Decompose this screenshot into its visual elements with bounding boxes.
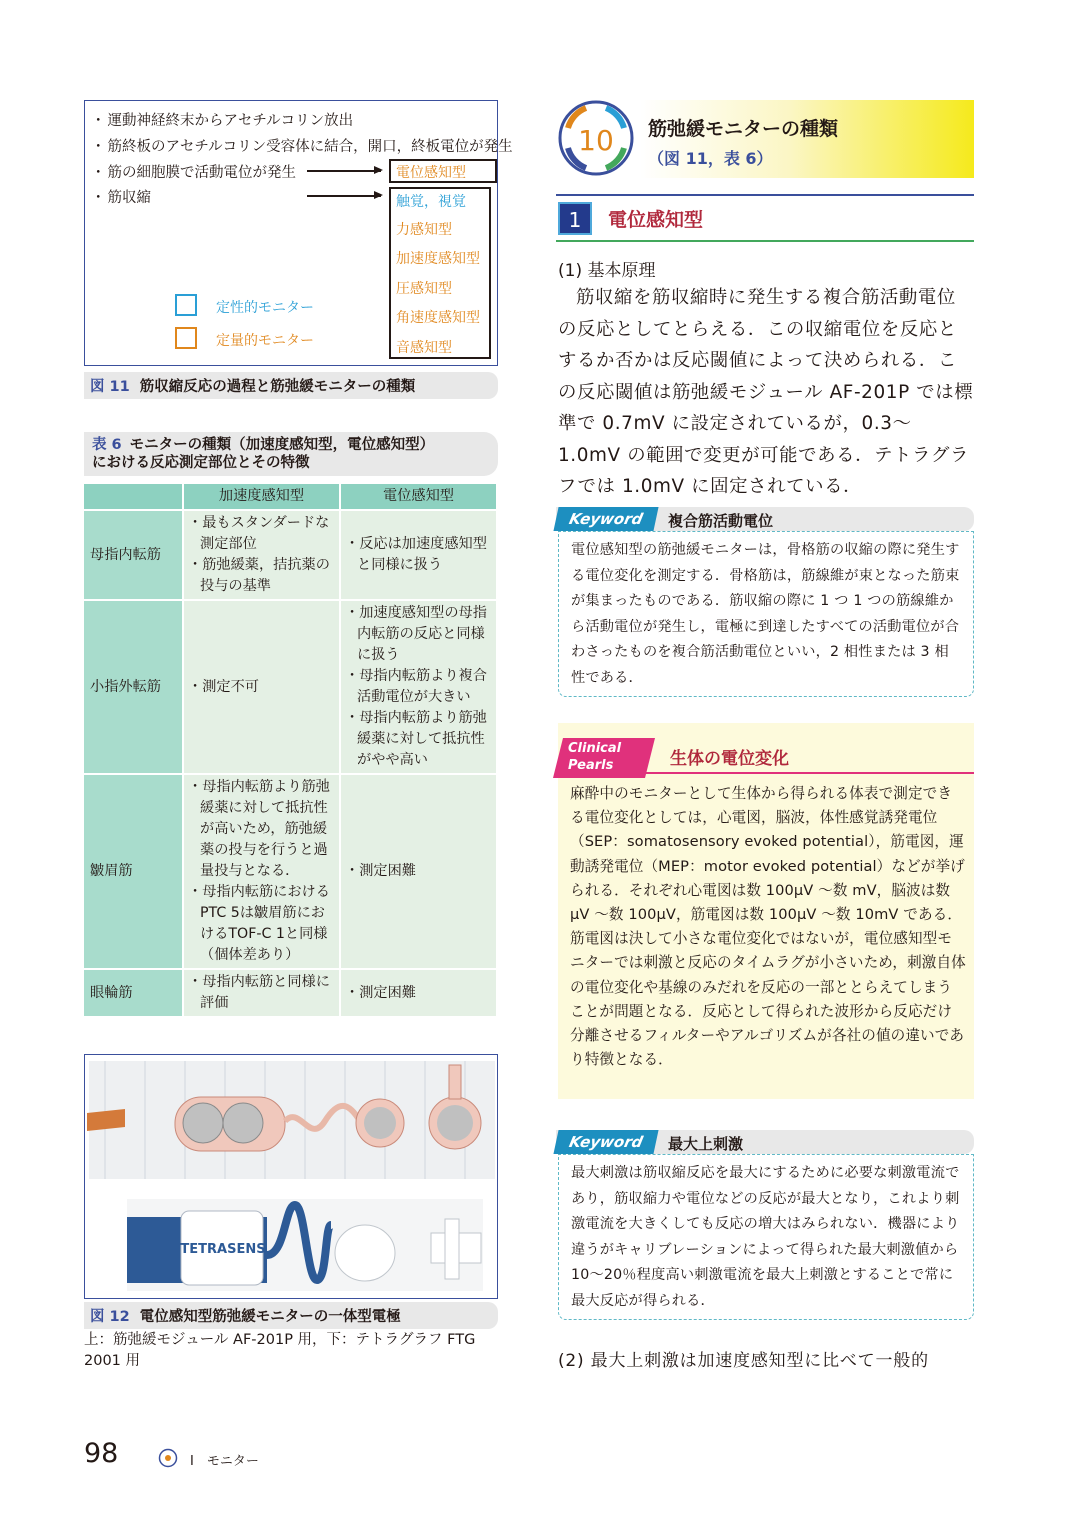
process-step: ・ 筋の細胞膜で活動電位が発生 (91, 161, 296, 182)
heading-number: 1 (558, 202, 592, 235)
figure-12-subcaption: 上：筋弛緩モジュール AF-201P 用，下：テトラグラフ FTG 2001 用 (84, 1332, 476, 1369)
process-step: ・ 筋終板のアセチルコリン受容体に結合，開口，終板電位が発生 (91, 135, 513, 156)
section-title: 筋弛緩モニターの種類 (648, 118, 839, 140)
divider (556, 194, 974, 196)
monitor-item: 加速度感知型 (396, 251, 480, 267)
brand-label: TETRASENS (180, 1242, 266, 1257)
monitor-item: 圧感知型 (396, 281, 452, 297)
table-row: 母指内転筋 ・ 最もスタンダードな測定部位 ・ 筋弛緩薬，拮抗薬の投与の基準 ・ 反応は加速度感知型と同様に扱う (84, 511, 498, 601)
monitor-item: 力感知型 (396, 222, 452, 238)
keyword-tag: Keyword (553, 1130, 658, 1154)
legend-quant-label: 定量的モニター (216, 333, 314, 349)
keyword-box: 最大刺激は筋収縮反応を最大にするために必要な刺激電流であり，筋収縮力や電位などの反応が最大となり，これより刺激電流を大きくしても反応の増大はみられない．機器により違うがキャリブレーションによって得られた最大刺激値から 10〜20％程度高い刺激電流を最大上刺激とすることで常に最大反応が得られる． (558, 1154, 974, 1320)
clinical-pearls-title: 生体の電位変化 (670, 749, 789, 769)
keyword-box: 電位感知型の筋弛緩モニターは，骨格筋の収縮の際に発生する電位変化を測定する．骨格筋は，筋線維が束となった筋束が集まったものである．筋収縮の際に 1 つ 1 つの筋線維から活動電位が発生し，電極に到達したすべての活動電位が合わさったものを複合筋活動電位といい，2 相性または 3 相性である． (558, 531, 974, 697)
electrode-photo (85, 1055, 498, 1299)
chapter-label: I モニター (190, 1454, 259, 1469)
row-header: 小指外転筋 (84, 601, 184, 775)
monitor-electric: 電位感知型 (396, 165, 466, 181)
keyword-title: 最大上刺激 (668, 1135, 744, 1153)
row-header: 皺眉筋 (84, 775, 184, 970)
column-header: 電位感知型 (341, 484, 498, 511)
arrow-icon (307, 195, 381, 197)
keyword-header (556, 507, 974, 531)
table-row: 眼輪筋 ・ 母指内転筋と同様に評価 ・ 測定困難 (84, 970, 498, 1018)
legend-quant-swatch (175, 327, 197, 349)
figure-12-photo (84, 1054, 498, 1299)
monitor-item: 音感知型 (396, 340, 452, 356)
page-number: 98 (84, 1438, 119, 1469)
monitor-list-box (389, 187, 491, 359)
table-6-title: 表 6 モニターの種類（加速度感知型，電位感知型） における反応測定部位とその特徴 (84, 432, 498, 476)
body-paragraph: 筋収縮を筋収縮時に発生する複合筋活動電位の反応としてとらえる．この収縮電位を反応とするか否かは反応閾値によって決められる．この反応閾値は筋弛緩モジュール AF-201P では標準で 0.7mV に設定されているが，0.3〜1.0mV の範囲で変更が可能である．テトラグラフでは 1.0mV に固定されている． (558, 287, 974, 497)
divider (645, 772, 974, 774)
paragraph-heading: (2) 最大上刺激は加速度感知型に比べて一般的 (558, 1351, 929, 1371)
legend-qual-label: 定性的モニター (216, 300, 314, 316)
clinical-pearls-text: 麻酔中のモニターとして生体から得られる体表で測定できる電位変化としては，心電図，脳波，体性感覚誘発電位（SEP：somatosensory evoked potential），筋電図，運動誘発電位（MEP：motor evoked potential）などが挙げられる．それぞれ心電図は数 100μV 〜数 mV，脳波は数 μV 〜数 100μV，筋電図は数 100μV 〜数 10mV である．筋電図は決して小さな電位変化ではないが，電位感知型モニターでは刺激と反応のタイムラグが小さいため，刺激自体の電位変化や基線のみだれを反応の一部ととらえてしまうことが問題となる．反応として得られた波形から反応だけ分離させるフィルターやアルゴリズムが各社の値の違いであり特徴となる． (570, 785, 966, 1069)
chapter-icon (158, 1448, 178, 1468)
process-step: ・ 運動神経終末からアセチルコリン放出 (91, 109, 353, 130)
row-header: 眼輪筋 (84, 970, 184, 1018)
process-step: ・ 筋収縮 (91, 186, 151, 207)
figure-11 (84, 100, 513, 366)
section-number: 10 (578, 124, 614, 157)
monitor-item: 角速度感知型 (396, 310, 480, 326)
arrow-icon (307, 170, 381, 172)
section-number-badge (556, 98, 636, 178)
table-6 (84, 484, 498, 1018)
monitor-item: 触覚，視覚 (396, 194, 466, 210)
keyword-header (556, 1130, 974, 1154)
table-row: 皺眉筋 ・ 母指内転筋より筋弛緩薬に対して抵抗性が高いため，筋弛緩薬の投与を行うと過量投与となる． ・ 母指内転筋におけるPTC 5は皺眉筋におけるTOF-C 1と同様（個体差あり） ・ 測定困難 (84, 775, 498, 970)
keyword-tag: Keyword (553, 507, 658, 531)
clinical-pearls-label: Clinical Pearls (568, 741, 622, 773)
column-header: 加速度感知型 (184, 484, 341, 511)
section-subtitle: （図 11，表 6） (648, 149, 773, 168)
figure-11-caption: 図 11 筋収縮反応の過程と筋弛緩モニターの種類 (84, 372, 498, 399)
table-header-row (84, 484, 498, 511)
row-header: 母指内転筋 (84, 511, 184, 601)
legend-qual-swatch (175, 294, 197, 316)
divider (556, 240, 974, 242)
figure-12-caption: 図 12 電位感知型筋弛緩モニターの一体型電極 (84, 1302, 498, 1329)
heading: 電位感知型 (608, 209, 704, 231)
paragraph-heading: (1) 基本原理 (558, 261, 656, 281)
table-row: 小指外転筋 ・ 測定不可 ・ 加速度感知型の母指内転筋の反応と同様に扱う ・ 母指内転筋より複合活動電位が大きい ・ 母指内転筋より筋弛緩薬に対して抵抗性がやや高い (84, 601, 498, 775)
keyword-title: 複合筋活動電位 (668, 512, 774, 530)
